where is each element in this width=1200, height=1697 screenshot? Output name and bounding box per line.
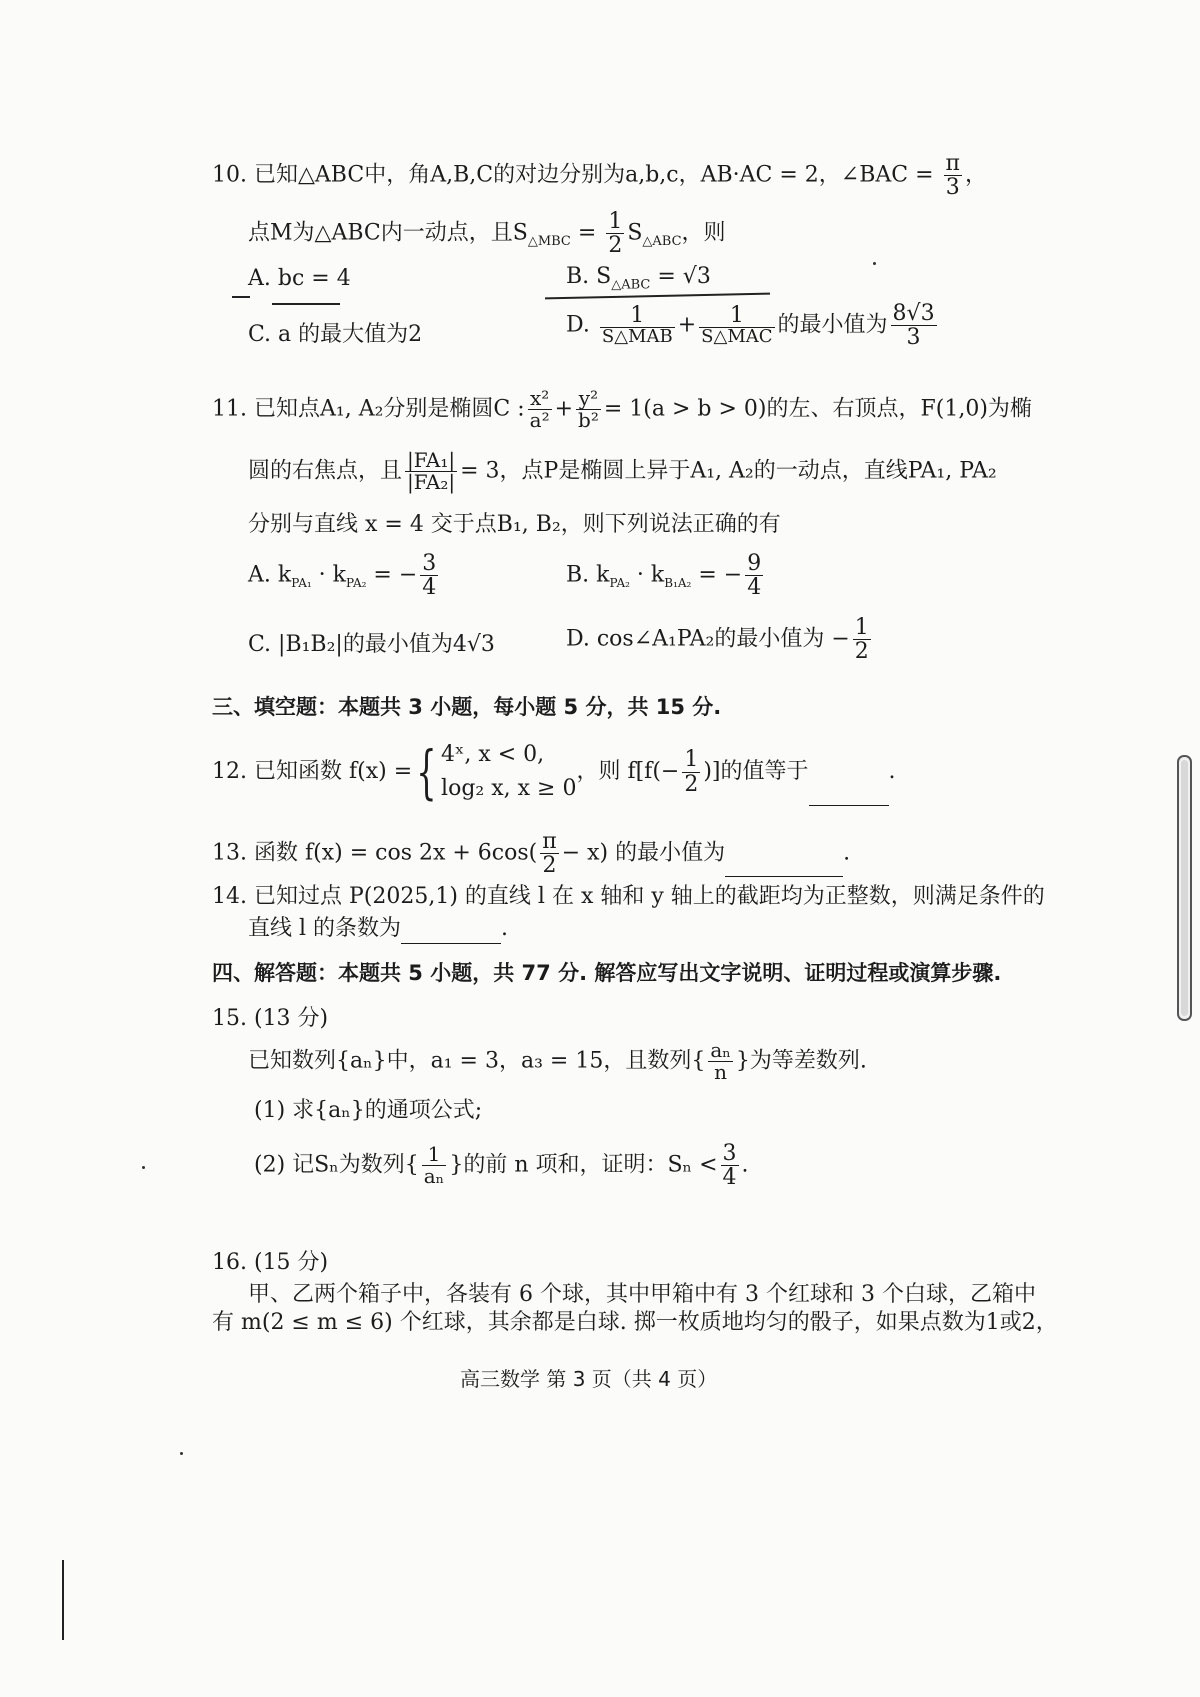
q12-line: 12. 已知函数 f(x) ={ 4ˣ, x < 0, log₂ x, x ≥ 0 ，则 f[f(− $\frac{1}{2}$ )]的值等于 . — [212, 738, 896, 806]
q13-answer-blank[interactable] — [725, 852, 843, 877]
q10-line2: 点M为△ABC内一动点，且$S_{\triangle MBC}$ = $\frac{1}{2}$ $S_{\triangle ABC}$，则 — [248, 209, 726, 259]
q10-half-fraction: $\frac{1}{2}$ — [608, 209, 623, 259]
q16-line2: 有 m(2 ≤ m ≤ 6) 个红球，其余都是白球. 掷一枚质地均匀的骰子，如果点数为1或2， — [212, 1310, 1058, 1335]
page-footer: 高三数学 第 3 页（共 4 页） — [460, 1367, 718, 1391]
q13-number: 13. — [212, 840, 247, 866]
q13-line: 13. 函数 f(x) = cos 2x + 6cos( $\frac{\pi}{2}$ − x) 的最小值为 . — [212, 829, 851, 879]
q16-heading: 16. (15 分) — [212, 1250, 329, 1275]
scrollbar-thumb[interactable] — [1181, 760, 1188, 1016]
q11-option-c: C. |B₁B₂|的最小值为4√3 — [248, 632, 495, 657]
q15-heading: 15. (13 分) — [212, 1006, 329, 1031]
q11-line3: 分别与直线 x = 4 交于点B₁, B₂，则下列说法正确的有 — [248, 512, 781, 537]
q10-angle-fraction: $\frac{\pi}{3}$ — [945, 151, 960, 201]
q10-stem: 已知△ABC中，角A,B,C的对边分别为a,b,c，AB·AC = 2，∠BAC = — [254, 162, 934, 188]
q12-piecewise: 4ˣ, x < 0, log₂ x, x ≥ 0 — [441, 742, 577, 801]
section4-heading: 四、解答题：本题共 5 小题，共 77 分. 解答应写出文字说明、证明过程或演算步骤. — [212, 961, 1002, 985]
q11-option-a: A. $k_{PA_1} \cdot k_{PA_2}$ = − $\frac{3}{4}$ — [248, 551, 437, 601]
q14-answer-blank[interactable] — [401, 919, 501, 944]
q16-line1: 甲、乙两个箱子中，各装有 6 个球，其中甲箱中有 3 个红球和 3 个白球，乙箱中 — [248, 1282, 1036, 1307]
q12-number: 12. — [212, 759, 247, 784]
q11-option-d: D. cos∠A₁PA₂的最小值为 − $\frac{1}{2}$ — [566, 615, 869, 665]
q14-line1: 14. 已知过点 P(2025,1) 的直线 l 在 x 轴和 y 轴上的截距均为正整数，则满足条件的 — [212, 884, 1045, 909]
q10-option-b: B. $S_{\triangle ABC} = √3$ — [566, 264, 711, 293]
q10-line1: 10. 已知△ABC中，角A,B,C的对边分别为a,b,c，AB·AC = 2，∠BAC = $\frac{\pi}{3}$ ， — [212, 151, 988, 201]
pen-mark-underline-a2 — [272, 303, 340, 305]
q11-line2: 圆的右焦点，且 $\frac{\text{|FA₁|}}{\text{|FA₂|}}$ = 3，点P是椭圆上异于A₁, A₂的一动点，直线PA₁, PA₂ — [248, 448, 997, 494]
scan-speck — [873, 262, 876, 265]
q10-number: 10. — [212, 162, 247, 188]
q11-number: 11. — [212, 396, 247, 422]
q11-option-b: B. $k_{PA_2} \cdot k_{B_1A_2}$ = − $\frac{9}{4}$ — [566, 551, 762, 601]
q10-option-d: D. $\frac{1}{\text{S△MAB}}$ + $\frac{1}{\text{S△MAC}}$ 的最小值为 $\frac{8√3}{3}$ — [566, 301, 935, 351]
q10-option-a: A. bc = 4 — [248, 266, 351, 291]
q15-part1: (1) 求{aₙ}的通项公式; — [254, 1098, 483, 1123]
q14-number: 14. — [212, 884, 247, 909]
scan-speck — [142, 1166, 145, 1169]
pen-mark-underline-a — [232, 296, 250, 298]
q11-line1: 11. 已知点A₁, A₂分别是椭圆C : $\frac{\text{x²}}{\text{a²}}$ + $\frac{\text{y²}}{\text{b²}}$ = 1(a > b > 0)的左、右顶点，F(1,0)为椭 — [212, 386, 1032, 432]
scan-speck — [180, 1452, 183, 1455]
scan-edge-line — [62, 1560, 64, 1640]
q15-stem: 已知数列{aₙ}中，a₁ = 3，a₃ = 15，且数列{ $\frac{\text{aₙ}}{n}$ }为等差数列. — [248, 1038, 867, 1084]
q15-part2: (2) 记Sₙ为数列{ $\frac{1}{\text{aₙ}}$ }的前 n 项和，证明：Sₙ < $\frac{3}{4}$ . — [254, 1141, 749, 1191]
section3-heading: 三、填空题：本题共 3 小题，每小题 5 分，共 15 分. — [212, 695, 722, 719]
q14-line2: 直线 l 的条数为 . — [248, 914, 508, 944]
brace-symbol: { — [416, 738, 437, 806]
q12-answer-blank[interactable] — [809, 781, 889, 806]
q10-option-c: C. a 的最大值为2 — [248, 322, 423, 347]
vertical-scrollbar[interactable] — [1177, 755, 1192, 1021]
